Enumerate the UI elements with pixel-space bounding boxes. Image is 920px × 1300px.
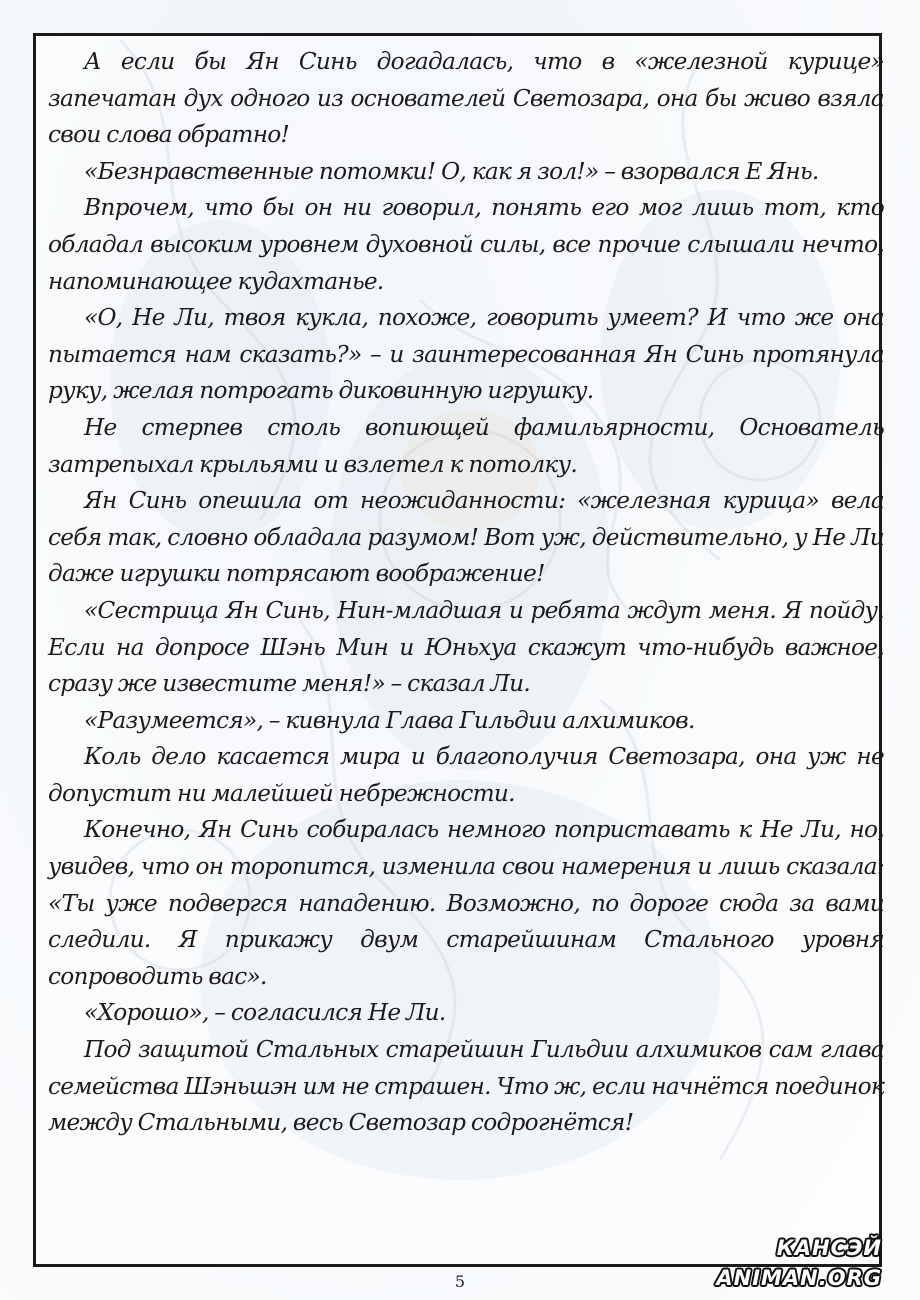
paragraph: Ян Синь опешила от неожиданности: «железная курица» вела себя так, словно обладала разумом! Вот уж, действительно, у Не Ли даже игрушки потрясают воображение! [48, 487, 884, 588]
story-text [48, 44, 884, 1142]
paragraph: А если бы Ян Синь догадалась, что в «железной курице» запечатан дух одного из основателей Светозара, она бы живо взяла свои слова обратно! [48, 48, 884, 149]
paragraph: Коль дело касается мира и благополучия Светозара, она уж не допустит ни малейшей небрежности. [48, 743, 884, 807]
paragraph: «Безнравственные потомки! О, как я зол!» – взорвался Е Янь. [84, 157, 819, 185]
translator-credit: КАНСЭЙ ANIMAN.ORG [716, 1236, 882, 1290]
paragraph: Не стерпев столь вопиющей фамильярности, Основатель затрепыхал крыльями и взлетел к потолку. [48, 413, 884, 478]
paragraph: Впрочем, что бы он ни говорил, понять его мог лишь тот, кто обладал высоким уровнем духовной силы, все прочие слышали нечто, напоминающее кудахтанье. [48, 194, 884, 295]
page-number: 5 [454, 1272, 466, 1291]
paragraph: «Хорошо», – согласился Не Ли. [84, 999, 446, 1027]
paragraph: «Сестрица Ян Синь, Нин-младшая и ребята ждут меня. Я пойду. Если на допросе Шэнь Мин и Юньхуа скажут что-нибудь важное, сразу же известите меня!» – сказал Ли. [48, 596, 884, 698]
paragraph: «Разумеется», – кивнула Глава Гильдии алхимиков. [84, 706, 695, 734]
paragraph: Конечно, Ян Синь собиралась немного поприставать к Не Ли, но, увидев, что он торопится, изменила свои намерения и лишь сказала: «Ты уже подвергся нападению. Возможно, по дороге сюда за вами следили. Я прикажу двум старейшинам Стального уровня сопроводить вас». [48, 816, 884, 990]
paragraph: Под защитой Стальных старейшин Гильдии алхимиков сам глава семейства Шэньшэн им не страшен. Что ж, если начнётся поединок между Стальными, весь Светозар содрогнётся! [48, 1036, 884, 1137]
paragraph: «О, Не Ли, твоя кукла, похоже, говорить умеет? И что же она пытается нам сказать?» – и заинтересованная Ян Синь протянула руку, желая потрогать диковинную игрушку. [48, 304, 884, 405]
